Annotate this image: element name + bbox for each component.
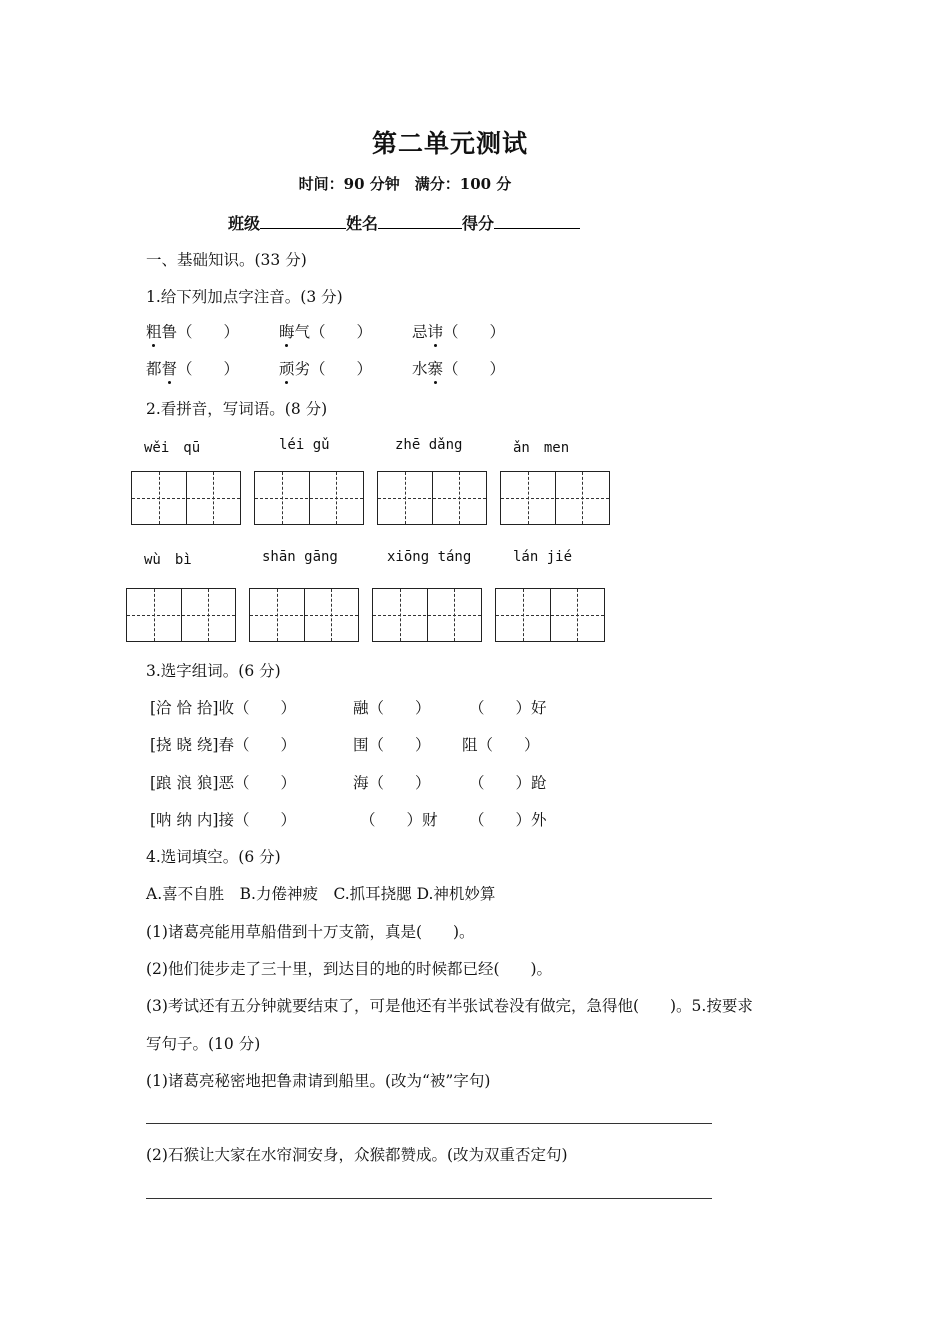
writing-grid[interactable] — [377, 471, 487, 525]
question-3-title: 3.选字组词。(6 分) — [146, 662, 281, 680]
q4-sentence-1: (1)诸葛亮能用草船借到十万支箭，真是( )。 — [146, 923, 475, 941]
pinyin-label: zhē dǎng — [395, 437, 463, 453]
writing-grid[interactable] — [500, 471, 610, 525]
pinyin-label: wěi qū — [144, 440, 201, 456]
name-label: 姓名 — [346, 214, 379, 233]
writing-grid[interactable] — [126, 588, 236, 642]
question-2-title: 2.看拼音，写词语。(8 分) — [146, 400, 328, 418]
pinyin-label: léi gǔ — [279, 437, 330, 453]
q5-sentence-2: (2)石猴让大家在水帘洞安身，众猴都赞成。(改为双重否定句) — [146, 1146, 568, 1164]
q3-row1-c: （ ）好 — [469, 699, 547, 717]
pinyin-label: ǎn men — [513, 440, 570, 456]
score-label: 得分 — [462, 214, 495, 233]
q4-options: A.喜不自胜 B.力倦神疲 C.抓耳挠腮 D.神机妙算 — [146, 885, 496, 903]
writing-grid[interactable] — [249, 588, 359, 642]
student-info-row — [228, 210, 580, 234]
q4-sentence-2: (2)他们徒步走了三十里，到达目的地的时候都已经( )。 — [146, 960, 553, 978]
pinyin-label: wù bì — [144, 552, 192, 568]
q4-sentence-3: (3)考试还有五分钟就要结束了，可是他还有半张试卷没有做完，急得他( )。5.按要求 — [146, 997, 753, 1015]
pinyin-label: lán jié — [513, 549, 573, 565]
writing-grid[interactable] — [495, 588, 605, 642]
q3-row3-c: （ ）跄 — [469, 774, 547, 792]
class-label: 班级 — [228, 214, 261, 233]
writing-grid[interactable] — [254, 471, 364, 525]
q1-item-6: 水寨（ ） — [412, 357, 505, 379]
class-blank[interactable] — [260, 210, 346, 229]
score-blank[interactable] — [494, 210, 580, 229]
q1-item-1: 粗鲁（ ） — [146, 320, 239, 342]
q3-row3-b: 海（ ） — [353, 774, 431, 792]
section-heading: 一、基础知识。(33 分) — [146, 251, 307, 269]
page-title: 第二单元测试 — [371, 129, 528, 158]
writing-grid[interactable] — [372, 588, 482, 642]
q1-item-2: 晦气（ ） — [279, 320, 372, 342]
pinyin-label: xiōng táng — [387, 549, 472, 565]
q3-row2-b: 围（ ） — [353, 736, 431, 754]
answer-line[interactable] — [146, 1123, 712, 1124]
writing-grid[interactable] — [131, 471, 241, 525]
pinyin-label: shān gāng — [262, 549, 338, 565]
q5-sentence-1: (1)诸葛亮秘密地把鲁肃请到船里。(改为“被”字句) — [146, 1072, 491, 1090]
q3-row1-b: 融（ ） — [353, 699, 431, 717]
q3-row2-c: 阻（ ） — [462, 736, 540, 754]
q3-row4-b: （ ）财 — [360, 811, 438, 829]
q3-row2-a: [挠 晓 绕]春（ ） — [150, 736, 296, 754]
question-1-title: 1.给下列加点字注音。(3 分) — [146, 288, 343, 306]
answer-line[interactable] — [146, 1198, 712, 1199]
q1-item-4: 都督（ ） — [146, 357, 239, 379]
q3-row3-a: [踉 浪 狼]恶（ ） — [150, 774, 296, 792]
q3-row1-a: [洽 恰 拾]收（ ） — [150, 699, 296, 717]
q1-item-3: 忌讳（ ） — [412, 320, 505, 342]
name-blank[interactable] — [378, 210, 462, 229]
question-4-title: 4.选词填空。(6 分) — [146, 848, 281, 866]
q5-title-continued: 写句子。(10 分) — [146, 1035, 261, 1053]
exam-time-score: 时间：90 分钟 满分：100 分 — [298, 175, 512, 193]
q3-row4-a: [呐 纳 内]接（ ） — [150, 811, 296, 829]
q3-row4-c: （ ）外 — [469, 811, 547, 829]
q1-item-5: 顽劣（ ） — [279, 357, 372, 379]
